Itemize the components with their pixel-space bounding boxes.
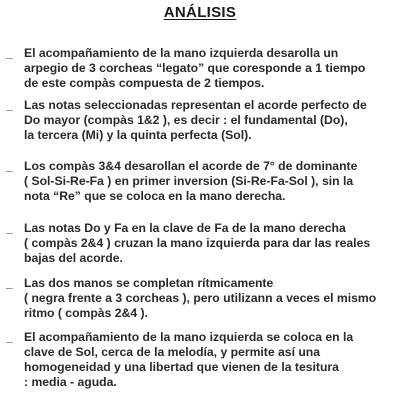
page-title <box>0 4 400 21</box>
list-item-text: Los compàs 3&4 desarollan el acorde de 7° de dominante ( Sol-Si-Re-Fa ) en primer inversion (Si-Re-Fa-Sol ), sin la nota “Re” que se coloca en la mano derecha. <box>24 159 358 203</box>
list-item-text: Las notas seleccionadas representan el acorde perfecto de Do mayor (compàs 1&2 ), es decir : el fundamental (Do), la tercera (Mi) y la quinta perfecta (Sol). <box>24 98 367 142</box>
bullet-marker: _ <box>6 276 13 290</box>
bullet-marker: _ <box>6 330 13 344</box>
list-item-text: Las notas Do y Fa en la clave de Fa de la mano derecha ( compàs 2&4 ) cruzan la mano izquierda para dar las reales bajas del acorde. <box>24 221 371 265</box>
list-item-text: Las dos manos se completan rítmicamente ( negra frente a 3 corcheas ), pero utilizann a veces el mismo ritmo ( compàs 2&4 ). <box>24 276 377 320</box>
list-item-text: El acompañamiento de la mano izquierda desarolla un arpegio de 3 corcheas “legato” que coresponde a 1 tiempo de este compàs compuesta de 2 tiempos. <box>24 46 366 90</box>
list-item-text: El acompañamiento de la mano izquierda se coloca en la clave de Sol, cerca de la melodía, y permite así una homogeneidad y una libertad que vienen de la tesitura : media - aguda. <box>24 330 354 389</box>
page-title-text: ANÁLISIS <box>163 4 237 21</box>
bullet-marker: _ <box>6 221 13 235</box>
bullet-marker: _ <box>6 98 13 112</box>
bullet-marker: _ <box>6 159 13 173</box>
bullet-marker: _ <box>6 46 13 60</box>
